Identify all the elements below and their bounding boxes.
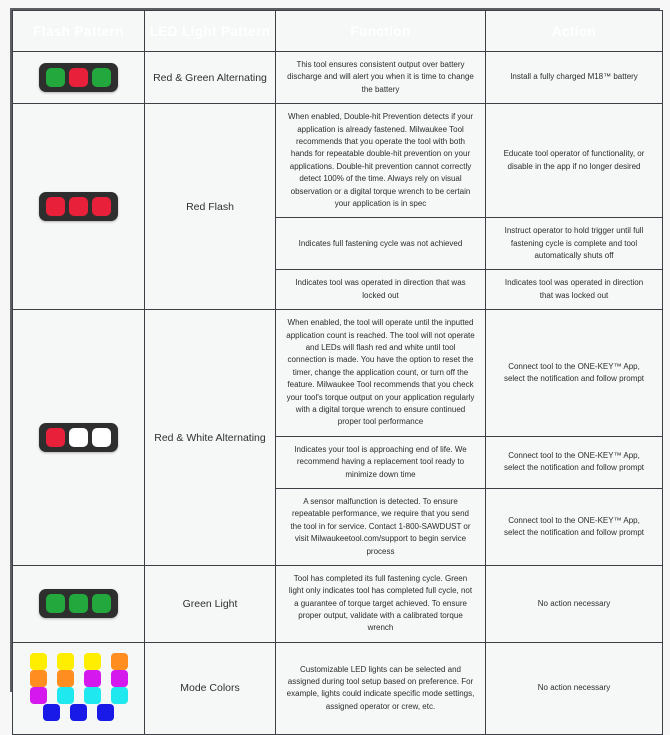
table-row [13,642,663,734]
led-lamp-icon [69,68,88,87]
led-lamp-icon [46,197,65,216]
led-pattern-table [12,10,663,735]
mode-color-swatch-icon [30,687,47,704]
flash-pattern-cell [13,642,145,734]
mode-color-swatch-icon [111,670,128,687]
function-cell: Indicates full fastening cycle was not achieved [276,218,486,270]
led-lamp-icon [69,197,88,216]
led-light-pattern-cell: Green Light [145,565,276,642]
table-row [13,565,663,642]
function-cell: Tool has completed its full fastening cycle. Green light only indicates tool has completed full cycle, not a guarantee of torque target achieved. To ensure proper output, validate with a calibrated torque wrench [276,565,486,642]
column-header-action: Action [486,11,663,52]
mode-color-swatch-icon [84,687,101,704]
function-cell: Indicates tool was operated in direction that was locked out [276,270,486,310]
action-cell: No action necessary [486,565,663,642]
mode-colors-grid [17,651,140,723]
mode-color-swatch-icon [30,670,47,687]
action-cell: Educate tool operator of functionality, or disable in the app if no longer desired [486,104,663,218]
mode-color-swatch-icon [70,704,87,721]
action-cell: Install a fully charged M18™ battery [486,52,663,104]
function-cell: Customizable LED lights can be selected and assigned during tool setup based on preference. For example, lights could indicate specific mode settings, assigned operator or crew, etc. [276,642,486,734]
led-light-pattern-cell: Mode Colors [145,642,276,734]
function-cell: When enabled, the tool will operate until the inputted application count is reached. The tool will not operate and LEDs will flash red and white until tool connection is made. You have the option to reset the timer, change the application count, or turn off the feature. Milwaukee Tool recommends that you check your tool's torque output on your application regularly with a digital torque wrench to ensure continued proper tool performance [276,310,486,437]
table-row [13,52,663,104]
column-header-led-light-pattern: LED Light Pattern [145,11,276,52]
led-lamp-icon [46,594,65,613]
led-lamp-icon [92,197,111,216]
led-lamp-icon [46,428,65,447]
action-cell: Connect tool to the ONE-KEY™ App, select the notification and follow prompt [486,310,663,437]
function-cell: This tool ensures consistent output over battery discharge and will alert you when it is time to change the battery [276,52,486,104]
led-module-graphic [39,192,118,221]
table-row [13,104,663,218]
led-light-pattern-cell: Red & White Alternating [145,310,276,566]
led-module-graphic [39,589,118,618]
mode-color-swatch-icon [57,687,74,704]
mode-color-swatch-icon [84,653,101,670]
led-lamp-icon [46,68,65,87]
function-cell: Indicates your tool is approaching end of life. We recommend having a replacement tool ready to minimize down time [276,436,486,488]
mode-color-swatch-icon [57,670,74,687]
led-lamp-icon [92,68,111,87]
table-row [13,310,663,437]
action-cell: Connect tool to the ONE-KEY™ App, select the notification and follow prompt [486,488,663,565]
action-cell: No action necessary [486,642,663,734]
led-reference-sheet [10,8,660,711]
flash-pattern-cell [13,52,145,104]
mode-color-swatch-icon [111,653,128,670]
mode-color-swatch-icon [84,670,101,687]
mode-color-swatch-icon [30,653,47,670]
led-lamp-icon [69,594,88,613]
flash-pattern-cell [13,310,145,566]
mode-color-swatch-icon [111,687,128,704]
function-cell: When enabled, Double-hit Prevention detects if your application is already fastened. Milwaukee Tool recommends that you operate the tool with both hands for repeatable double-hit prevention on your applications. Double-hit prevention cannot correctly detect 100% of the time. Always rely on visual observation or a digital torque wrench to be certain your application is in spec [276,104,486,218]
table-body [13,52,663,735]
led-module-graphic [39,423,118,452]
mode-color-swatch-icon [57,653,74,670]
flash-pattern-cell [13,565,145,642]
header-row [13,11,663,52]
led-lamp-icon [69,428,88,447]
mode-colors-row [38,708,119,725]
mode-color-swatch-icon [43,704,60,721]
led-light-pattern-cell: Red & Green Alternating [145,52,276,104]
action-cell: Connect tool to the ONE-KEY™ App, select the notification and follow prompt [486,436,663,488]
action-cell: Instruct operator to hold trigger until full fastening cycle is complete and tool automatically shuts off [486,218,663,270]
column-header-flash-pattern: Flash Pattern [13,11,145,52]
action-cell: Indicates tool was operated in direction that was locked out [486,270,663,310]
led-lamp-icon [92,428,111,447]
column-header-function: Function [276,11,486,52]
led-lamp-icon [92,594,111,613]
mode-color-swatch-icon [97,704,114,721]
flash-pattern-cell [13,104,145,310]
table-header [13,11,663,52]
function-cell: A sensor malfunction is detected. To ensure repeatable performance, we require that you send the tool in for service. Contact 1-800-SAWDUST or visit Milwaukeetool.com/support to begin service process [276,488,486,565]
led-module-graphic [39,63,118,92]
led-light-pattern-cell: Red Flash [145,104,276,310]
mode-colors-row [52,691,133,708]
